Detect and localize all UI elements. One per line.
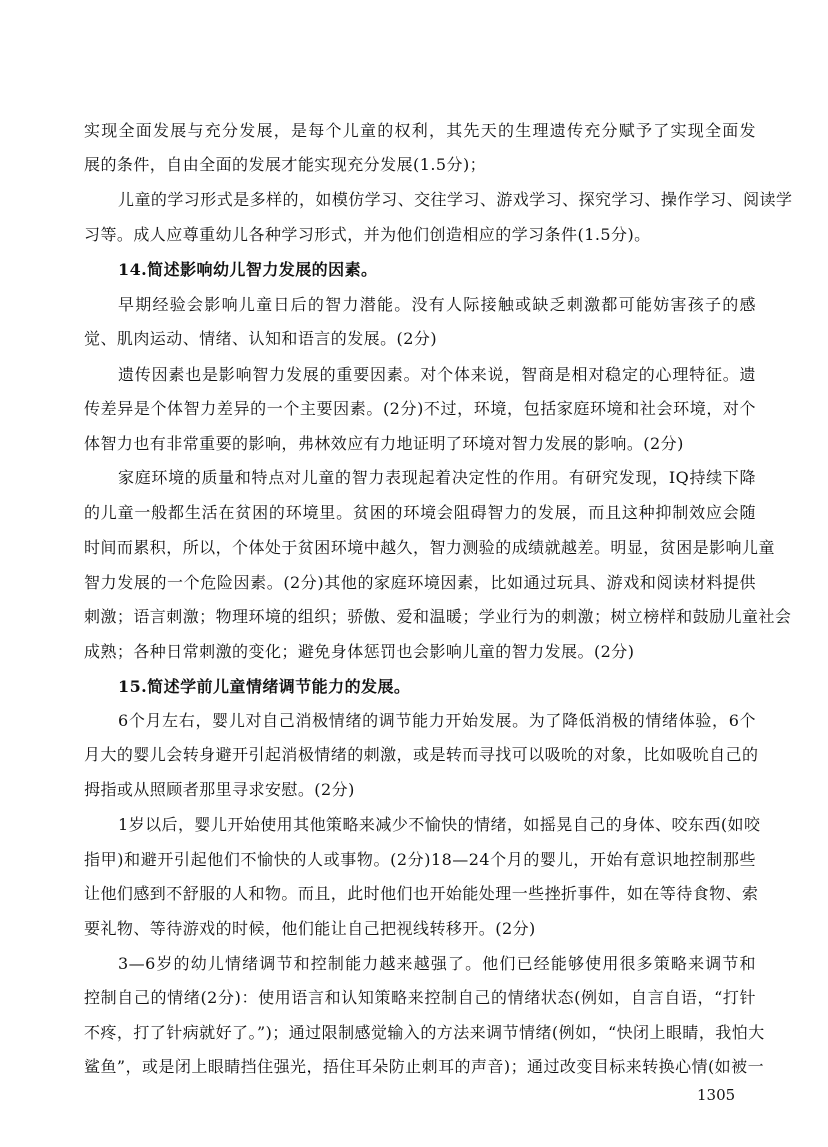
text-line: 要礼物、等待游戏的时候，他们能让自己把视线转移开。(2分) — [84, 919, 536, 938]
text-line: 传差异是个体智力差异的一个主要因素。(2分)不过，环境，包括家庭环境和社会环境，对个 — [84, 399, 756, 418]
text-line: 的儿童一般都生活在贫困的环境里。贫困的环境会阻碍智力的发展，而且这种抑制效应会随 — [84, 503, 756, 522]
text-line: 控制自己的情绪(2分)：使用语言和认知策略来控制自己的情绪状态(例如，自言自语，“打针 — [84, 988, 756, 1007]
question-heading: 15.简述学前儿童情绪调节能力的发展。 — [118, 677, 411, 696]
text-line: 3—6岁的幼儿情绪调节和控制能力越来越强了。他们已经能够使用很多策略来调节和 — [118, 954, 756, 973]
page-number: 1305 — [697, 1086, 736, 1104]
question-heading: 14.简述影响幼儿智力发展的因素。 — [118, 260, 378, 279]
text-line: 家庭环境的质量和特点对儿童的智力表现起着决定性的作用。有研究发现，IQ持续下降 — [118, 468, 756, 487]
text-line: 觉、肌肉运动、情绪、认知和语言的发展。(2分) — [84, 329, 438, 348]
text-line: 实现全面发展与充分发展，是每个儿童的权利，其先天的生理遗传充分赋予了实现全面发 — [84, 121, 756, 140]
text-line: 月大的婴儿会转身避开引起消极情绪的刺激，或是转而寻找可以吸吮的对象，比如吸吮自己的 — [84, 745, 759, 764]
text-line: 早期经验会影响儿童日后的智力潜能。没有人际接触或缺乏刺激都可能妨害孩子的感 — [118, 295, 756, 314]
text-line: 时间而累积，所以，个体处于贫困环境中越久，智力测验的成绩就越差。明显，贫困是影响儿童 — [84, 538, 775, 557]
text-line: 1岁以后，婴儿开始使用其他策略来减少不愉快的情绪，如摇晃自己的身体、咬东西(如咬 — [118, 815, 761, 834]
text-line: 指甲)和避开引起他们不愉快的人或事物。(2分)18—24个月的婴儿，开始有意识地控制那些 — [84, 850, 756, 869]
text-line: 鲨鱼”，或是闭上眼睛挡住强光，捂住耳朵防止刺耳的声音)；通过改变目标来转换心情(如被一 — [84, 1057, 765, 1076]
text-line: 展的条件，自由全面的发展才能实现充分发展(1.5分)； — [84, 155, 487, 174]
text-line: 6个月左右，婴儿对自己消极情绪的调节能力开始发展。为了降低消极的情绪体验，6个 — [118, 711, 756, 730]
text-line: 习等。成人应尊重幼儿各种学习形式，并为他们创造相应的学习条件(1.5分)。 — [84, 225, 651, 244]
text-line: 刺激；语言刺激；物理环境的组织；骄傲、爱和温暖；学业行为的刺激；树立榜样和鼓励儿童社会 — [84, 607, 792, 626]
text-line: 体智力也有非常重要的影响，弗林效应有力地证明了环境对智力发展的影响。(2分) — [84, 434, 684, 453]
text-line: 让他们感到不舒服的人和物。而且，此时他们也开始能处理一些挫折事件，如在等待食物、索 — [84, 884, 759, 903]
text-line: 成熟；各种日常刺激的变化；避免身体惩罚也会影响儿童的智力发展。(2分) — [84, 642, 635, 661]
text-line: 拇指或从照顾者那里寻求安慰。(2分) — [84, 780, 355, 799]
text-line: 智力发展的一个危险因素。(2分)其他的家庭环境因素，比如通过玩具、游戏和阅读材料提供 — [84, 573, 756, 592]
text-line: 遗传因素也是影响智力发展的重要因素。对个体来说，智商是相对稳定的心理特征。遗 — [118, 365, 756, 384]
text-line: 儿童的学习形式是多样的，如模仿学习、交往学习、游戏学习、探究学习、操作学习、阅读学 — [118, 190, 793, 209]
text-line: 不疼，打了针病就好了。”)；通过限制感觉输入的方法来调节情绪(例如，“快闭上眼睛，我怕大 — [84, 1023, 765, 1042]
